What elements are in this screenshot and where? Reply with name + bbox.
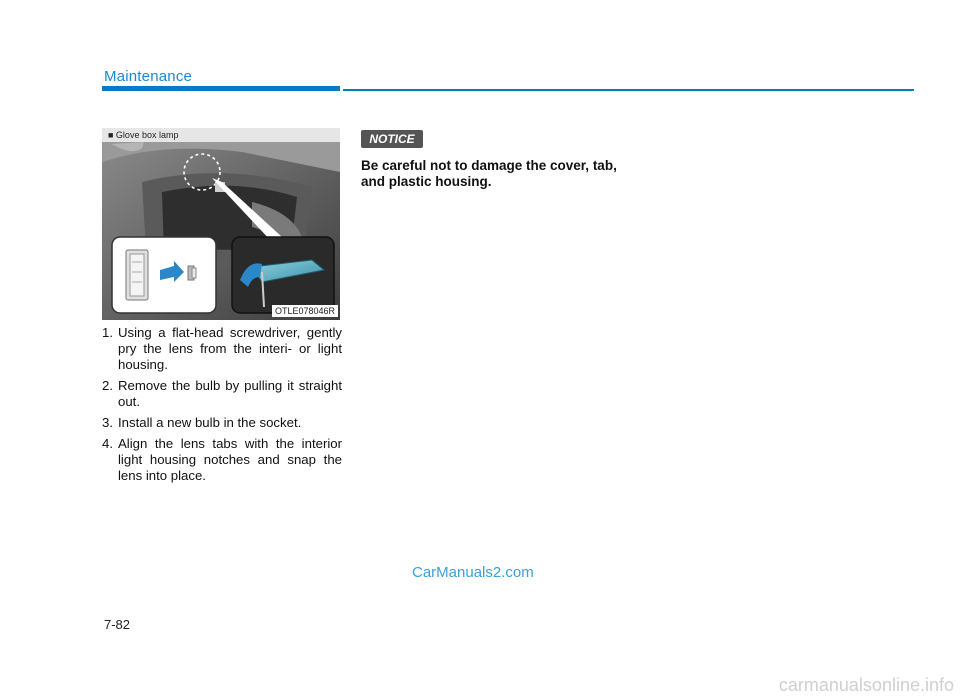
step-number: 2. [102, 378, 113, 393]
glove-box-lamp-illustration [102, 142, 340, 320]
step-number: 3. [102, 415, 113, 430]
step-item [102, 415, 342, 431]
header-rule-thin [343, 89, 914, 91]
step-item [102, 436, 342, 484]
header-rule-thick [102, 86, 340, 91]
section-title: Maintenance [104, 68, 193, 85]
figure-code: OTLE078046R [272, 305, 338, 317]
step-item [102, 325, 342, 373]
step-number: 1. [102, 325, 113, 340]
step-text: Align the lens tabs with the interior light housing notches and snap the lens into place. [118, 436, 342, 483]
step-text: Install a new bulb in the socket. [118, 415, 302, 430]
glove-box-lamp-figure [102, 128, 340, 320]
notice-badge: NOTICE [361, 130, 423, 148]
watermark-carmanuals2: CarManuals2.com [412, 564, 534, 581]
figure-caption: ■ Glove box lamp [102, 128, 340, 142]
instruction-steps [102, 325, 342, 489]
step-text: Remove the bulb by pulling it straight out. [118, 378, 342, 409]
step-item [102, 378, 342, 410]
step-text: Using a flat-head screwdriver, gently pry the lens from the interi- or light housing. [118, 325, 342, 372]
notice-text: Be careful not to damage the cover, tab, and plastic housing. [361, 158, 617, 189]
watermark-carmanualsonline: carmanualsonline.info [778, 675, 954, 695]
page-number: 7-82 [104, 617, 131, 632]
step-number: 4. [102, 436, 113, 451]
